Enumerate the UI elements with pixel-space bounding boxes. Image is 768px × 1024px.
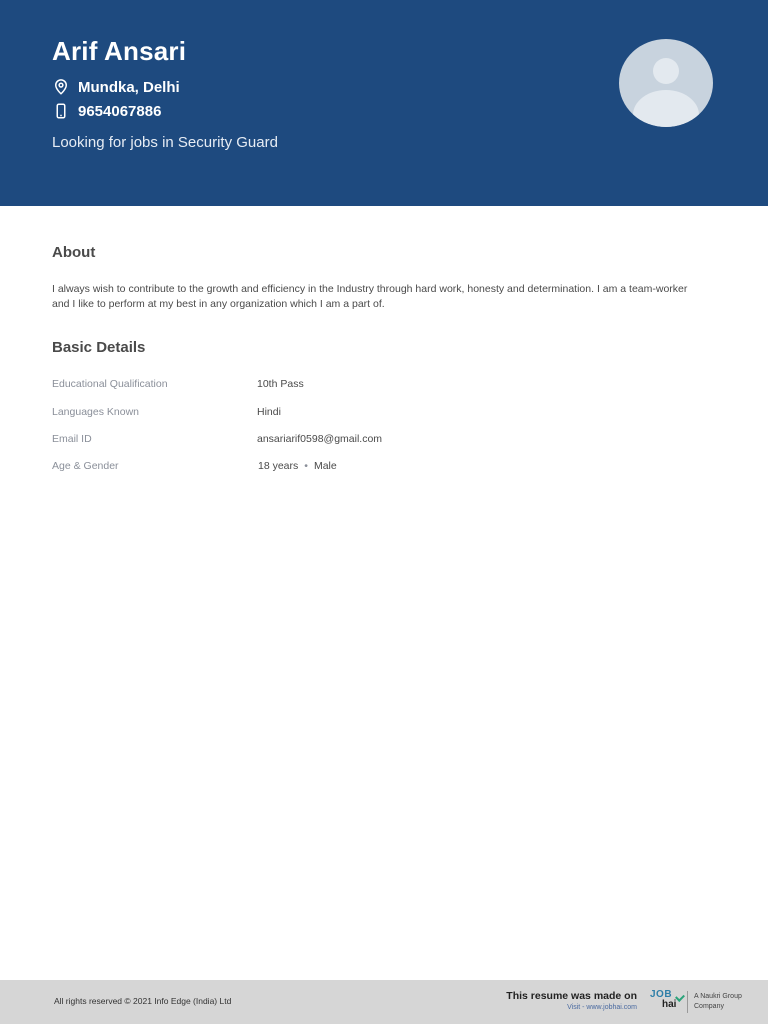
jobhai-logo [650,990,684,1014]
about-text: I always wish to contribute to the growth and efficiency in the Industry through hard work, honesty and determination. I am a team-worker and I like to perform at my best in any organization which I am a part of. [52,283,688,310]
visit-link[interactable]: Visit - www.jobhai.com [567,1004,637,1011]
location-text: Mundka, Delhi [78,78,180,96]
detail-value: 10th Pass [257,378,304,390]
naukri-group-text [694,992,754,1012]
logo-job-text: JOB [650,989,673,1000]
basic-details-heading: Basic Details [52,339,146,356]
avatar [619,39,713,127]
group-line-2: Company [694,1003,724,1010]
detail-value-age-gender [258,460,337,472]
candidate-name: Arif Ansari [52,36,187,66]
detail-label: Languages Known [52,406,139,418]
phone-row [52,102,161,120]
group-line-1: A Naukri Group [694,993,742,1000]
detail-value: ansariarif0598@gmail.com [257,433,383,445]
logo-divider [687,991,688,1013]
user-placeholder-icon [619,39,713,127]
age-value: 18 years [258,460,299,472]
detail-value: Hindi [257,406,281,418]
phone-text: 9654067886 [78,102,162,120]
copyright-text: All rights reserved © 2021 Info Edge (India) Ltd [54,996,232,1006]
detail-label: Educational Qualification [52,378,168,390]
about-heading: About [52,244,96,261]
separator-dot: • [304,460,308,472]
detail-label: Email ID [52,433,92,445]
page-footer [0,980,768,1024]
location-pin-icon [52,78,70,96]
location-row [52,78,180,96]
detail-label: Age & Gender [52,460,119,472]
mobile-phone-icon [52,102,70,120]
profile-header [0,0,768,206]
gender-value: Male [313,460,337,472]
job-preference: Looking for jobs in Security Guard [52,134,278,151]
made-on-text: This resume was made on [506,990,637,1002]
logo-hai-text: hai [662,999,677,1010]
